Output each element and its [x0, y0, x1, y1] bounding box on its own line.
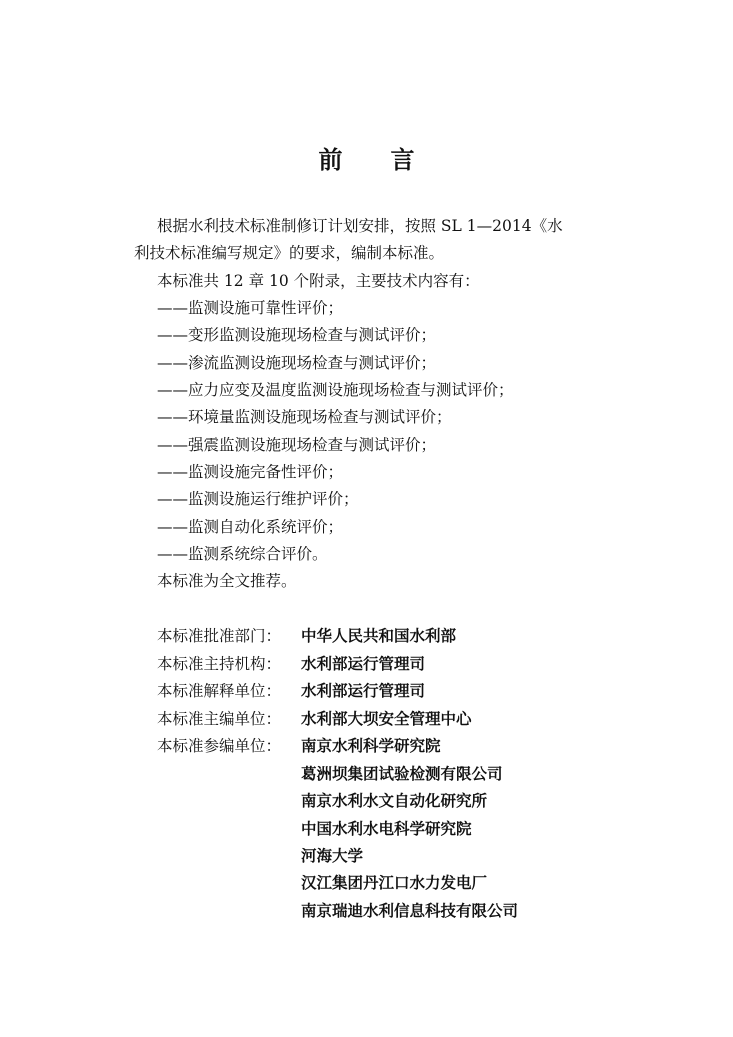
recommend-text: 本标准为全文推荐。 — [157, 572, 297, 590]
title-char-1: 前 — [318, 146, 343, 174]
participant-item: 河海大学 — [301, 847, 364, 865]
content-item: ——强震监测设施现场检查与测试评价； — [157, 436, 437, 454]
content-item: ——应力应变及温度监测设施现场检查与测试评价； — [157, 381, 514, 399]
participant-item: 南京瑞迪水利信息科技有限公司 — [301, 902, 519, 920]
content-item: ——监测系统综合评价。 — [157, 545, 328, 563]
chief-value: 水利部大坝安全管理中心 — [301, 710, 472, 728]
title-char-2: 言 — [390, 146, 415, 174]
intro-line-3: 本标准共 12 章 10 个附录，主要技术内容有： — [157, 272, 480, 290]
page-title — [0, 140, 733, 175]
content-item: ——变形监测设施现场检查与测试评价； — [157, 326, 437, 344]
content-item: ——监测设施完备性评价； — [157, 463, 344, 481]
chief-label: 本标准主编单位： — [157, 710, 282, 728]
interpret-value: 水利部运行管理司 — [301, 682, 426, 700]
content-item: ——监测设施运行维护评价； — [157, 490, 359, 508]
content-item: ——监测设施可靠性评价； — [157, 299, 344, 317]
participant-item: 南京水利科学研究院 — [301, 737, 441, 755]
content-item: ——环境量监测设施现场检查与测试评价； — [157, 408, 452, 426]
intro-line-1: 根据水利技术标准制修订计划安排，按照 SL 1—2014《水 — [157, 217, 563, 235]
content-item: ——渗流监测设施现场检查与测试评价； — [157, 354, 437, 372]
content-item: ——监测自动化系统评价； — [157, 518, 344, 536]
approve-value: 中华人民共和国水利部 — [301, 627, 457, 645]
participate-label: 本标准参编单位： — [157, 737, 282, 755]
interpret-label: 本标准解释单位： — [157, 682, 282, 700]
participant-item: 中国水利水电科学研究院 — [301, 820, 472, 838]
approve-label: 本标准批准部门： — [157, 627, 282, 645]
participant-item: 南京水利水文自动化研究所 — [301, 792, 488, 810]
host-label: 本标准主持机构： — [157, 655, 282, 673]
host-value: 水利部运行管理司 — [301, 655, 426, 673]
participant-item: 汉江集团丹江口水力发电厂 — [301, 874, 488, 892]
participant-item: 葛洲坝集团试验检测有限公司 — [301, 765, 503, 783]
intro-line-2: 利技术标准编写规定》的要求，编制本标准。 — [134, 244, 445, 262]
